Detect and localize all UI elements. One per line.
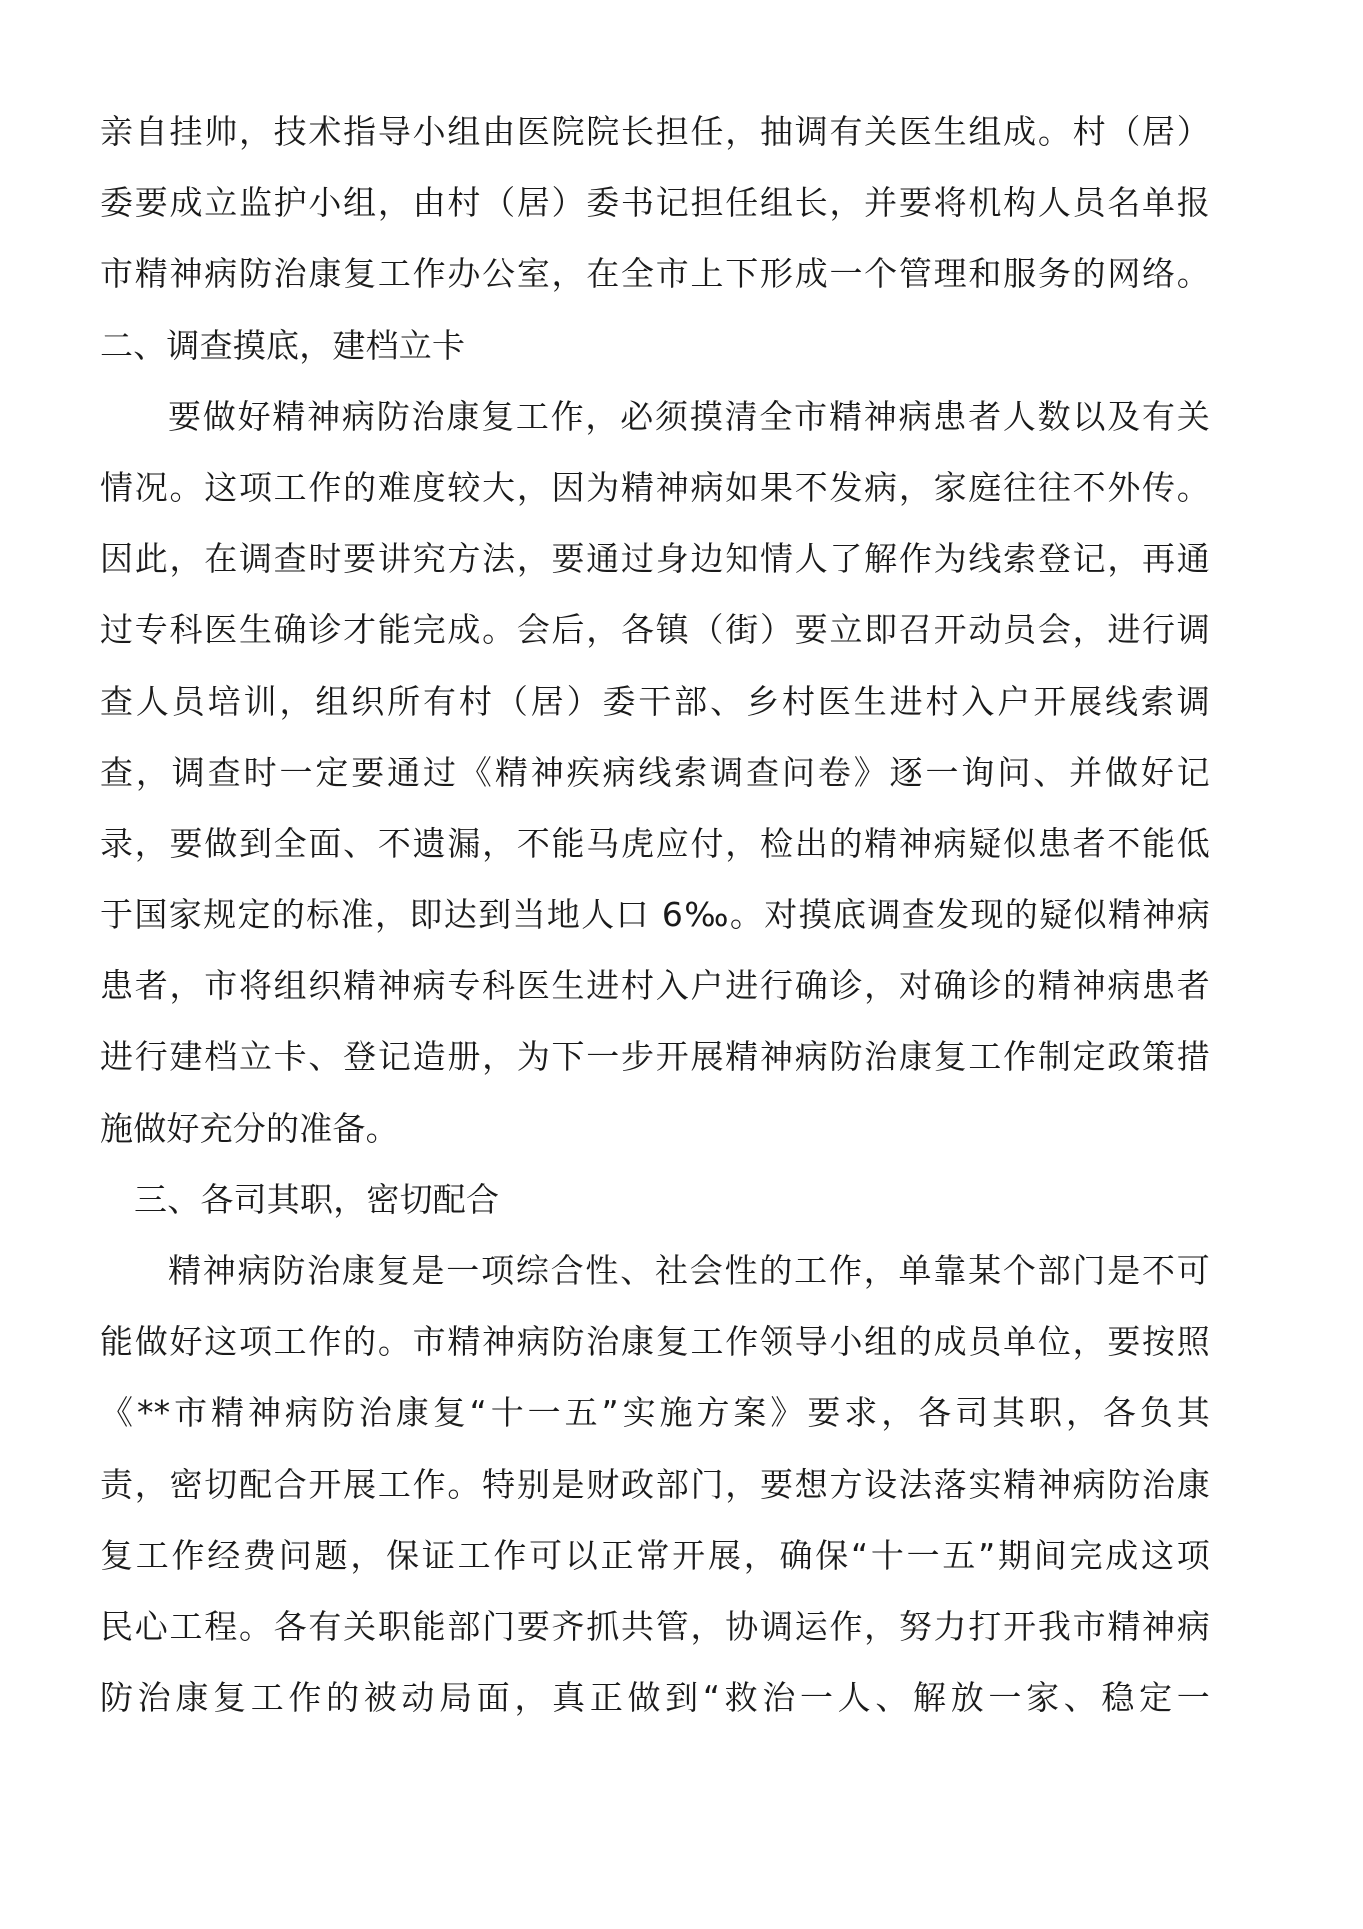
paragraph-line: 亲自挂帅，技术指导小组由医院院长担任，抽调有关医生组成。村（居） bbox=[100, 112, 1210, 151]
section-heading-3: 三、各司其职，密切配合 bbox=[134, 1179, 500, 1219]
paragraph-line: 能做好这项工作的。市精神病防治康复工作领导小组的成员单位，要按照 bbox=[100, 1322, 1210, 1362]
paragraph-line: 患者，市将组织精神病专科医生进村入户进行确诊，对确诊的精神病患者 bbox=[100, 966, 1210, 1006]
paragraph-line: 《**市精神病防治康复“十一五”实施方案》要求，各司其职，各负其 bbox=[100, 1393, 1210, 1433]
paragraph-line: 精神病防治康复是一项综合性、社会性的工作，单靠某个部门是不可 bbox=[168, 1251, 1210, 1290]
paragraph-line: 过专科医生确诊才能完成。会后，各镇（街）要立即召开动员会，进行调 bbox=[100, 610, 1210, 650]
paragraph-line: 防治康复工作的被动局面，真正做到“救治一人、解放一家、稳定一 bbox=[100, 1678, 1210, 1718]
paragraph-line: 复工作经费问题，保证工作可以正常开展，确保“十一五”期间完成这项 bbox=[100, 1535, 1210, 1575]
document-body bbox=[100, 96, 1210, 1733]
paragraph-line: 录，要做到全面、不遗漏，不能马虎应付，检出的精神病疑似患者不能低 bbox=[100, 823, 1210, 863]
paragraph-line: 民心工程。各有关职能部门要齐抓共管，协调运作，努力打开我市精神病 bbox=[100, 1606, 1210, 1646]
paragraph-line: 情况。这项工作的难度较大，因为精神病如果不发病，家庭往往不外传。 bbox=[100, 467, 1210, 507]
paragraph-line: 查人员培训，组织所有村（居）委干部、乡村医生进村入户开展线索调 bbox=[100, 681, 1210, 721]
paragraph-line: 于国家规定的标准，即达到当地人口 6‰。对摸底调查发现的疑似精神病 bbox=[100, 895, 1210, 935]
paragraph-line: 要做好精神病防治康复工作，必须摸清全市精神病患者人数以及有关 bbox=[168, 396, 1210, 436]
paragraph-line: 查，调查时一定要通过《精神疾病线索调查问卷》逐一询问、并做好记 bbox=[100, 752, 1210, 792]
paragraph-line: 委要成立监护小组，由村（居）委书记担任组长，并要将机构人员名单报 bbox=[100, 183, 1210, 223]
paragraph-line: 进行建档立卡、登记造册，为下一步开展精神病防治康复工作制定政策措 bbox=[100, 1037, 1210, 1077]
paragraph-line: 因此，在调查时要讲究方法，要通过身边知情人了解作为线索登记，再通 bbox=[100, 539, 1210, 579]
section-heading-2: 二、调查摸底，建档立卡 bbox=[100, 325, 466, 365]
paragraph-line: 责，密切配合开展工作。特别是财政部门，要想方设法落实精神病防治康 bbox=[100, 1464, 1210, 1504]
paragraph-line: 市精神病防治康复工作办公室，在全市上下形成一个管理和服务的网络。 bbox=[100, 254, 1210, 294]
paragraph-line: 施做好充分的准备。 bbox=[100, 1108, 399, 1148]
